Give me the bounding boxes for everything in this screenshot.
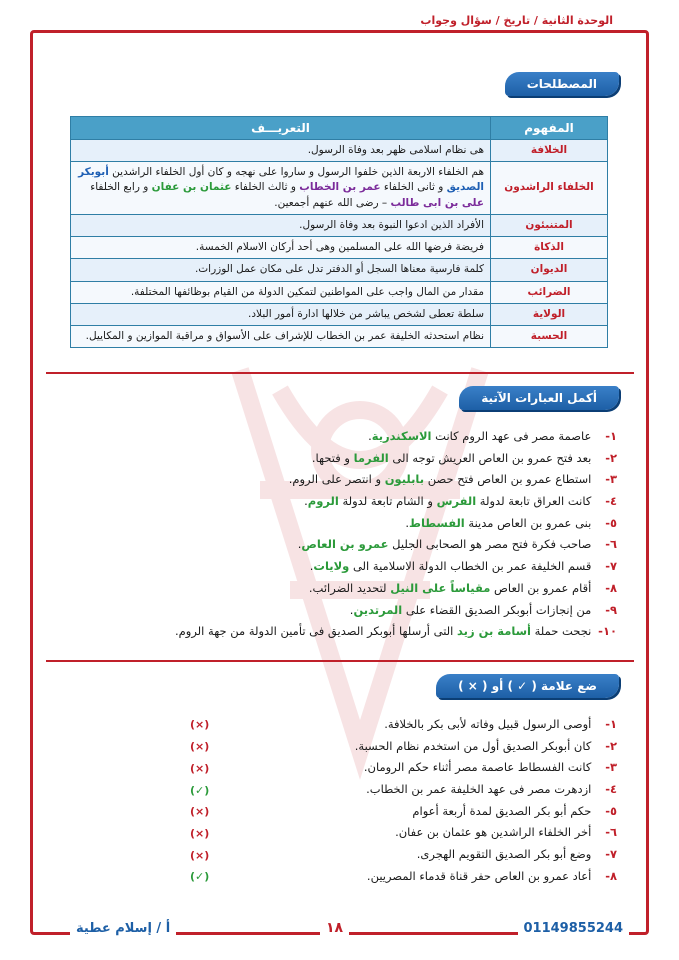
phone-number: 01149855244 bbox=[518, 921, 630, 936]
item-answer: الروم bbox=[307, 494, 339, 509]
table-row bbox=[71, 325, 608, 347]
list-item bbox=[355, 757, 617, 779]
item-text: نجحت حملة bbox=[530, 624, 592, 639]
item-answer: ولايات bbox=[313, 559, 350, 574]
def-cell: كلمة فارسية معناها السجل أو الدفتر تدل على مكان عمل الوزرات. bbox=[71, 259, 491, 281]
item-number: ٩- bbox=[605, 602, 617, 617]
def-cell bbox=[71, 162, 491, 215]
check-mark: (✓) bbox=[190, 784, 210, 797]
list-item bbox=[175, 621, 617, 643]
item-text: كان أبوبكر الصديق أول من استخدم نظام الحسبة. bbox=[354, 738, 592, 753]
item-number: ٦- bbox=[605, 825, 617, 840]
page-number: ١٨ bbox=[320, 920, 349, 936]
header-title: الوحدة الثانية / تاريخ / سؤال وجواب bbox=[414, 14, 619, 27]
list-item bbox=[175, 448, 617, 470]
term-cell: الحسبة bbox=[491, 325, 608, 347]
item-text-end: . bbox=[368, 429, 372, 443]
table-row bbox=[71, 281, 608, 303]
def-cell: هى نظام اسلامى ظهر بعد وفاة الرسول. bbox=[71, 140, 491, 162]
list-item bbox=[175, 578, 617, 600]
list-item bbox=[175, 556, 617, 578]
section-divider bbox=[46, 660, 634, 662]
term-cell: الذكاة bbox=[491, 237, 608, 259]
item-text-mid: و الشام تابعة لدولة bbox=[338, 494, 437, 509]
tf-list bbox=[355, 714, 617, 888]
list-item bbox=[175, 534, 617, 556]
def-text: هم الخلفاء الاربعة الذين خلفوا الرسول و ساروا على نهجه و كان أول الخلفاء الراشدين bbox=[108, 166, 484, 179]
item-answer: الاسكندرية bbox=[371, 429, 432, 443]
complete-list bbox=[175, 426, 617, 643]
item-text-end: . bbox=[405, 515, 410, 530]
term-cell: الخلافة bbox=[491, 140, 608, 162]
term-cell: المتنبئون bbox=[491, 214, 608, 236]
item-answer: عمرو بن العاص bbox=[301, 537, 389, 552]
item-text: كانت العراق تابعة لدولة bbox=[476, 494, 592, 509]
item-text-end: و فتحها. bbox=[311, 450, 354, 465]
term-cell: الديوان bbox=[491, 259, 608, 281]
def-highlight: على بن ابى طالب bbox=[390, 196, 484, 209]
item-text-end: . bbox=[297, 537, 302, 552]
list-item bbox=[355, 714, 617, 736]
item-text-end: لتحديد الضرائب. bbox=[308, 580, 391, 595]
table-row bbox=[71, 140, 608, 162]
item-answer: بابليون bbox=[384, 472, 425, 487]
item-text: ازدهرت مصر فى عهد الخليفة عمر بن الخطاب. bbox=[366, 782, 592, 797]
item-text: وضع أبو بكر الصديق التقويم الهجرى. bbox=[416, 847, 592, 862]
item-text: بنى عمرو بن العاص مدينة bbox=[464, 515, 592, 530]
item-number: ٢- bbox=[605, 450, 617, 465]
item-answer: الفرس bbox=[436, 494, 477, 509]
list-item bbox=[355, 844, 617, 866]
col-def-header: التعريـــف bbox=[71, 117, 491, 140]
wrong-mark: (×) bbox=[190, 827, 210, 840]
item-number: ٤- bbox=[605, 494, 617, 509]
tf-section-title: ضع علامة ( ✓ ) أو ( × ) bbox=[436, 674, 619, 698]
list-item bbox=[175, 491, 617, 513]
def-text: – رضى الله عنهم أجمعين. bbox=[274, 196, 391, 209]
table-row bbox=[71, 259, 608, 281]
term-cell: الولاية bbox=[491, 303, 608, 325]
def-highlight: أبوبكر الصديق bbox=[78, 166, 484, 194]
list-item bbox=[175, 600, 617, 622]
list-item bbox=[355, 822, 617, 844]
item-text: من إنجازات أبوبكر الصديق القضاء على bbox=[402, 602, 592, 617]
item-text: أعاد عمرو بن العاص حفر قناة قدماء المصريين. bbox=[366, 868, 592, 883]
def-text: و ثالث الخلفاء bbox=[231, 181, 300, 194]
def-highlight: عمر بن الخطاب bbox=[299, 181, 381, 194]
wrong-mark: (×) bbox=[190, 740, 210, 753]
item-answer: مقياساً على النيل bbox=[390, 580, 491, 595]
table-row bbox=[71, 162, 608, 215]
list-item bbox=[355, 779, 617, 801]
item-text: كانت الفسطاط عاصمة مصر أثناء حكم الرومان. bbox=[363, 760, 592, 775]
item-text-end: . bbox=[349, 602, 354, 617]
author-name: أ / إسلام عطية bbox=[70, 921, 176, 936]
item-text: صاحب فكرة فتح مصر هو الصحابى الجليل bbox=[388, 537, 592, 552]
item-number: ٥- bbox=[605, 803, 617, 818]
terms-table bbox=[70, 116, 608, 348]
list-item bbox=[355, 801, 617, 823]
item-text: أقام عمرو بن العاص bbox=[490, 580, 592, 595]
item-text: استطاع عمرو بن العاص فتح حصن bbox=[424, 472, 592, 487]
item-number: ٨- bbox=[605, 580, 617, 595]
item-number: ١- bbox=[605, 717, 617, 731]
list-item bbox=[355, 736, 617, 758]
wrong-mark: (×) bbox=[190, 718, 210, 731]
item-text-end: التى أرسلها أبوبكر الصديق فى تأمين الدولة من جهة الروم. bbox=[175, 624, 458, 639]
table-row bbox=[71, 214, 608, 236]
item-number: ٧- bbox=[605, 559, 617, 574]
item-text: أوصى الرسول قبيل وفاته لأبى بكر بالخلافة. bbox=[384, 717, 592, 731]
section-divider bbox=[46, 372, 634, 374]
table-row bbox=[71, 303, 608, 325]
item-number: ١- bbox=[605, 429, 617, 443]
def-text: و ثانى الخلفاء bbox=[380, 181, 447, 194]
def-highlight: عثمان بن عفان bbox=[151, 181, 232, 194]
item-number: ٤- bbox=[605, 782, 617, 797]
item-text: قسم الخليفة عمر بن الخطاب الدولة الاسلامية الى bbox=[349, 559, 592, 574]
item-number: ٧- bbox=[605, 847, 617, 862]
def-cell: مقدار من المال واجب على المواطنين لتمكين الدولة من القيام بوظائفها المختلفة. bbox=[71, 281, 491, 303]
item-text: أخر الخلفاء الراشدين هو عثمان بن عفان. bbox=[395, 825, 592, 840]
item-answer: الفسطاط bbox=[409, 515, 465, 530]
item-text: حكم أبو بكر الصديق لمدة أربعة أعوام bbox=[412, 803, 592, 818]
def-cell: فريضة فرضها الله على المسلمين وهى أحد أركان الاسلام الخمسة. bbox=[71, 237, 491, 259]
item-number: ٨- bbox=[605, 868, 617, 883]
item-text-end: و انتصر على الروم. bbox=[288, 472, 385, 487]
item-number: ٢- bbox=[605, 738, 617, 753]
item-answer: أسامة بن زيد bbox=[457, 624, 531, 639]
item-text: بعد فتح عمرو بن العاص العريش توجه الى bbox=[388, 450, 592, 465]
def-cell: سلطة تعطى لشخص يباشر من خلالها ادارة أمور البلاد. bbox=[71, 303, 491, 325]
wrong-mark: (×) bbox=[190, 762, 210, 775]
item-number: ٦- bbox=[605, 537, 617, 552]
terms-section-title: المصطلحات bbox=[505, 72, 619, 96]
table-row bbox=[71, 237, 608, 259]
check-mark: (✓) bbox=[190, 870, 210, 883]
def-cell: الأفراد الذين ادعوا النبوة بعد وفاة الرسول. bbox=[71, 214, 491, 236]
item-answer: المرتدين bbox=[353, 602, 403, 617]
wrong-mark: (×) bbox=[190, 805, 210, 818]
complete-section-title: أكمل العبارات الآتية bbox=[459, 386, 619, 410]
item-number: ١٠- bbox=[598, 624, 617, 639]
def-cell: نظام استحدثه الخليفة عمر بن الخطاب للإشراف على الأسواق و مراقبة الموازين و المكاييل. bbox=[71, 325, 491, 347]
term-cell: الضرائب bbox=[491, 281, 608, 303]
item-text: عاصمة مصر فى عهد الروم كانت bbox=[431, 429, 592, 443]
def-text: و رابع الخلفاء bbox=[90, 181, 152, 194]
list-item bbox=[175, 513, 617, 535]
item-answer: الفرما bbox=[353, 450, 389, 465]
wrong-mark: (×) bbox=[190, 849, 210, 862]
term-cell: الخلفاء الراشدون bbox=[491, 162, 608, 215]
list-item bbox=[355, 866, 617, 888]
item-number: ٣- bbox=[605, 760, 617, 775]
list-item bbox=[175, 469, 617, 491]
list-item bbox=[175, 426, 617, 448]
item-text-end: . bbox=[309, 559, 314, 574]
item-number: ٥- bbox=[605, 515, 617, 530]
item-number: ٣- bbox=[605, 472, 617, 487]
col-term-header: المفهوم bbox=[491, 117, 608, 140]
item-text-end: . bbox=[304, 494, 308, 509]
